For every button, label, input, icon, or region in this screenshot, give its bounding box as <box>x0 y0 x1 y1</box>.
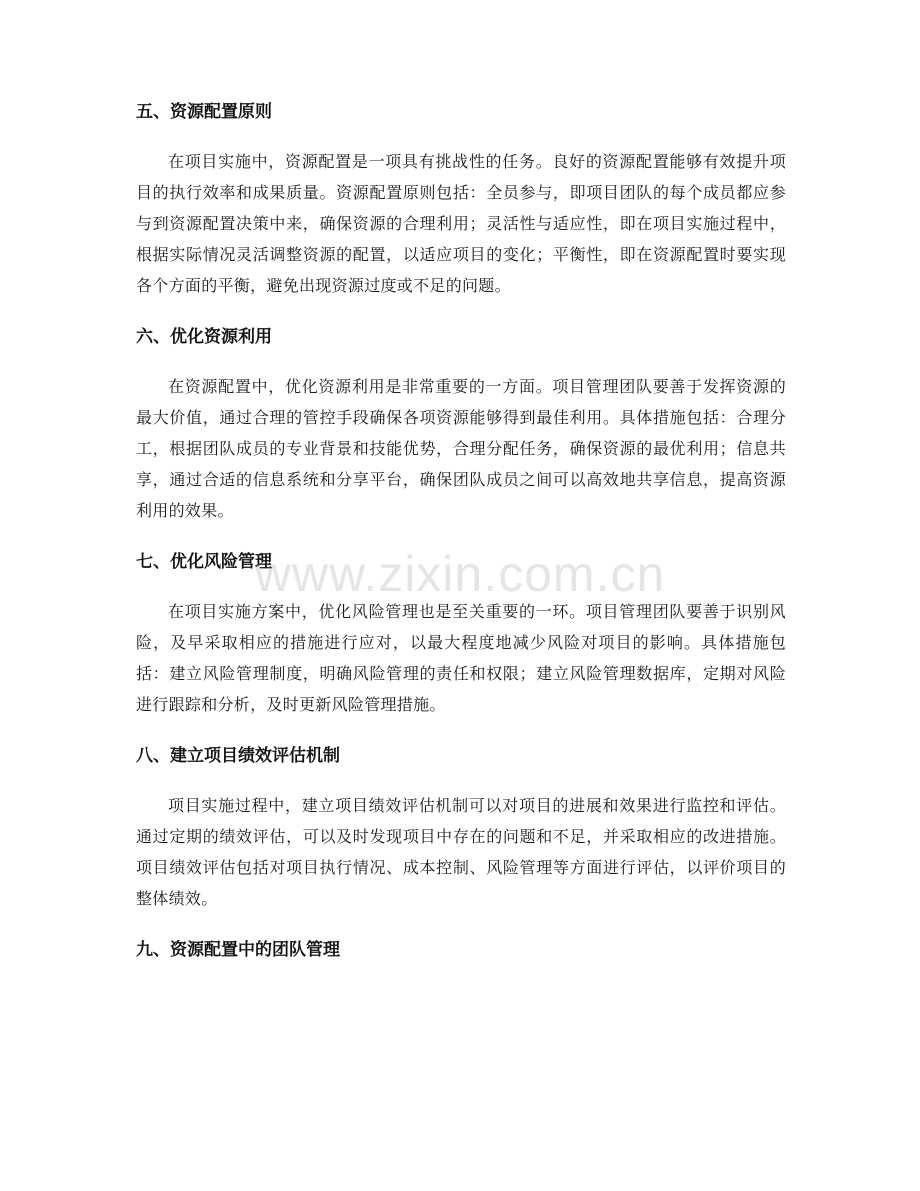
section-heading-5: 五、资源配置原则 <box>136 102 272 122</box>
section-paragraph-5: 在项目实施中，资源配置是一项具有挑战性的任务。良好的资源配置能够有效提升项目的执行效率和成果质量。资源配置原则包括：全员参与，即项目团队的每个成员都应参与到资源配置决策中来，确保资源的合理利用；灵活性与适应性，即在项目实施过程中，根据实际情况灵活调整资源的配置，以适应项目的变化；平衡性，即在资源配置时要实现各个方面的平衡，避免出现资源过度或不足的问题。 <box>136 152 786 295</box>
document-page <box>136 100 786 962</box>
section-heading-9: 九、资源配置中的团队管理 <box>136 940 340 960</box>
section-paragraph-7: 在项目实施方案中，优化风险管理也是至关重要的一环。项目管理团队要善于识别风险，及早采取相应的措施进行应对，以最大程度地减少风险对项目的影响。具体措施包括：建立风险管理制度，明确风险管理的责任和权限；建立风险管理数据库，定期对风险进行跟踪和分析，及时更新风险管理措施。 <box>136 602 786 714</box>
section-heading-8: 八、建立项目绩效评估机制 <box>136 746 340 766</box>
section-paragraph-6: 在资源配置中，优化资源利用是非常重要的一方面。项目管理团队要善于发挥资源的最大价值，通过合理的管控手段确保各项资源能够得到最佳利用。具体措施包括：合理分工，根据团队成员的专业背景和技能优势，合理分配任务，确保资源的最优利用；信息共享，通过合适的信息系统和分享平台，确保团队成员之间可以高效地共享信息，提高资源利用的效果。 <box>136 377 786 520</box>
section-heading-7: 七、优化风险管理 <box>136 552 272 572</box>
section-paragraph-8: 项目实施过程中，建立项目绩效评估机制可以对项目的进展和效果进行监控和评估。通过定期的绩效评估，可以及时发现项目中存在的问题和不足，并采取相应的改进措施。项目绩效评估包括对项目执行情况、成本控制、风险管理等方面进行评估，以评价项目的整体绩效。 <box>136 796 786 908</box>
section-heading-6: 六、优化资源利用 <box>136 327 272 347</box>
watermark: www.zixin.com.cn <box>254 546 666 602</box>
